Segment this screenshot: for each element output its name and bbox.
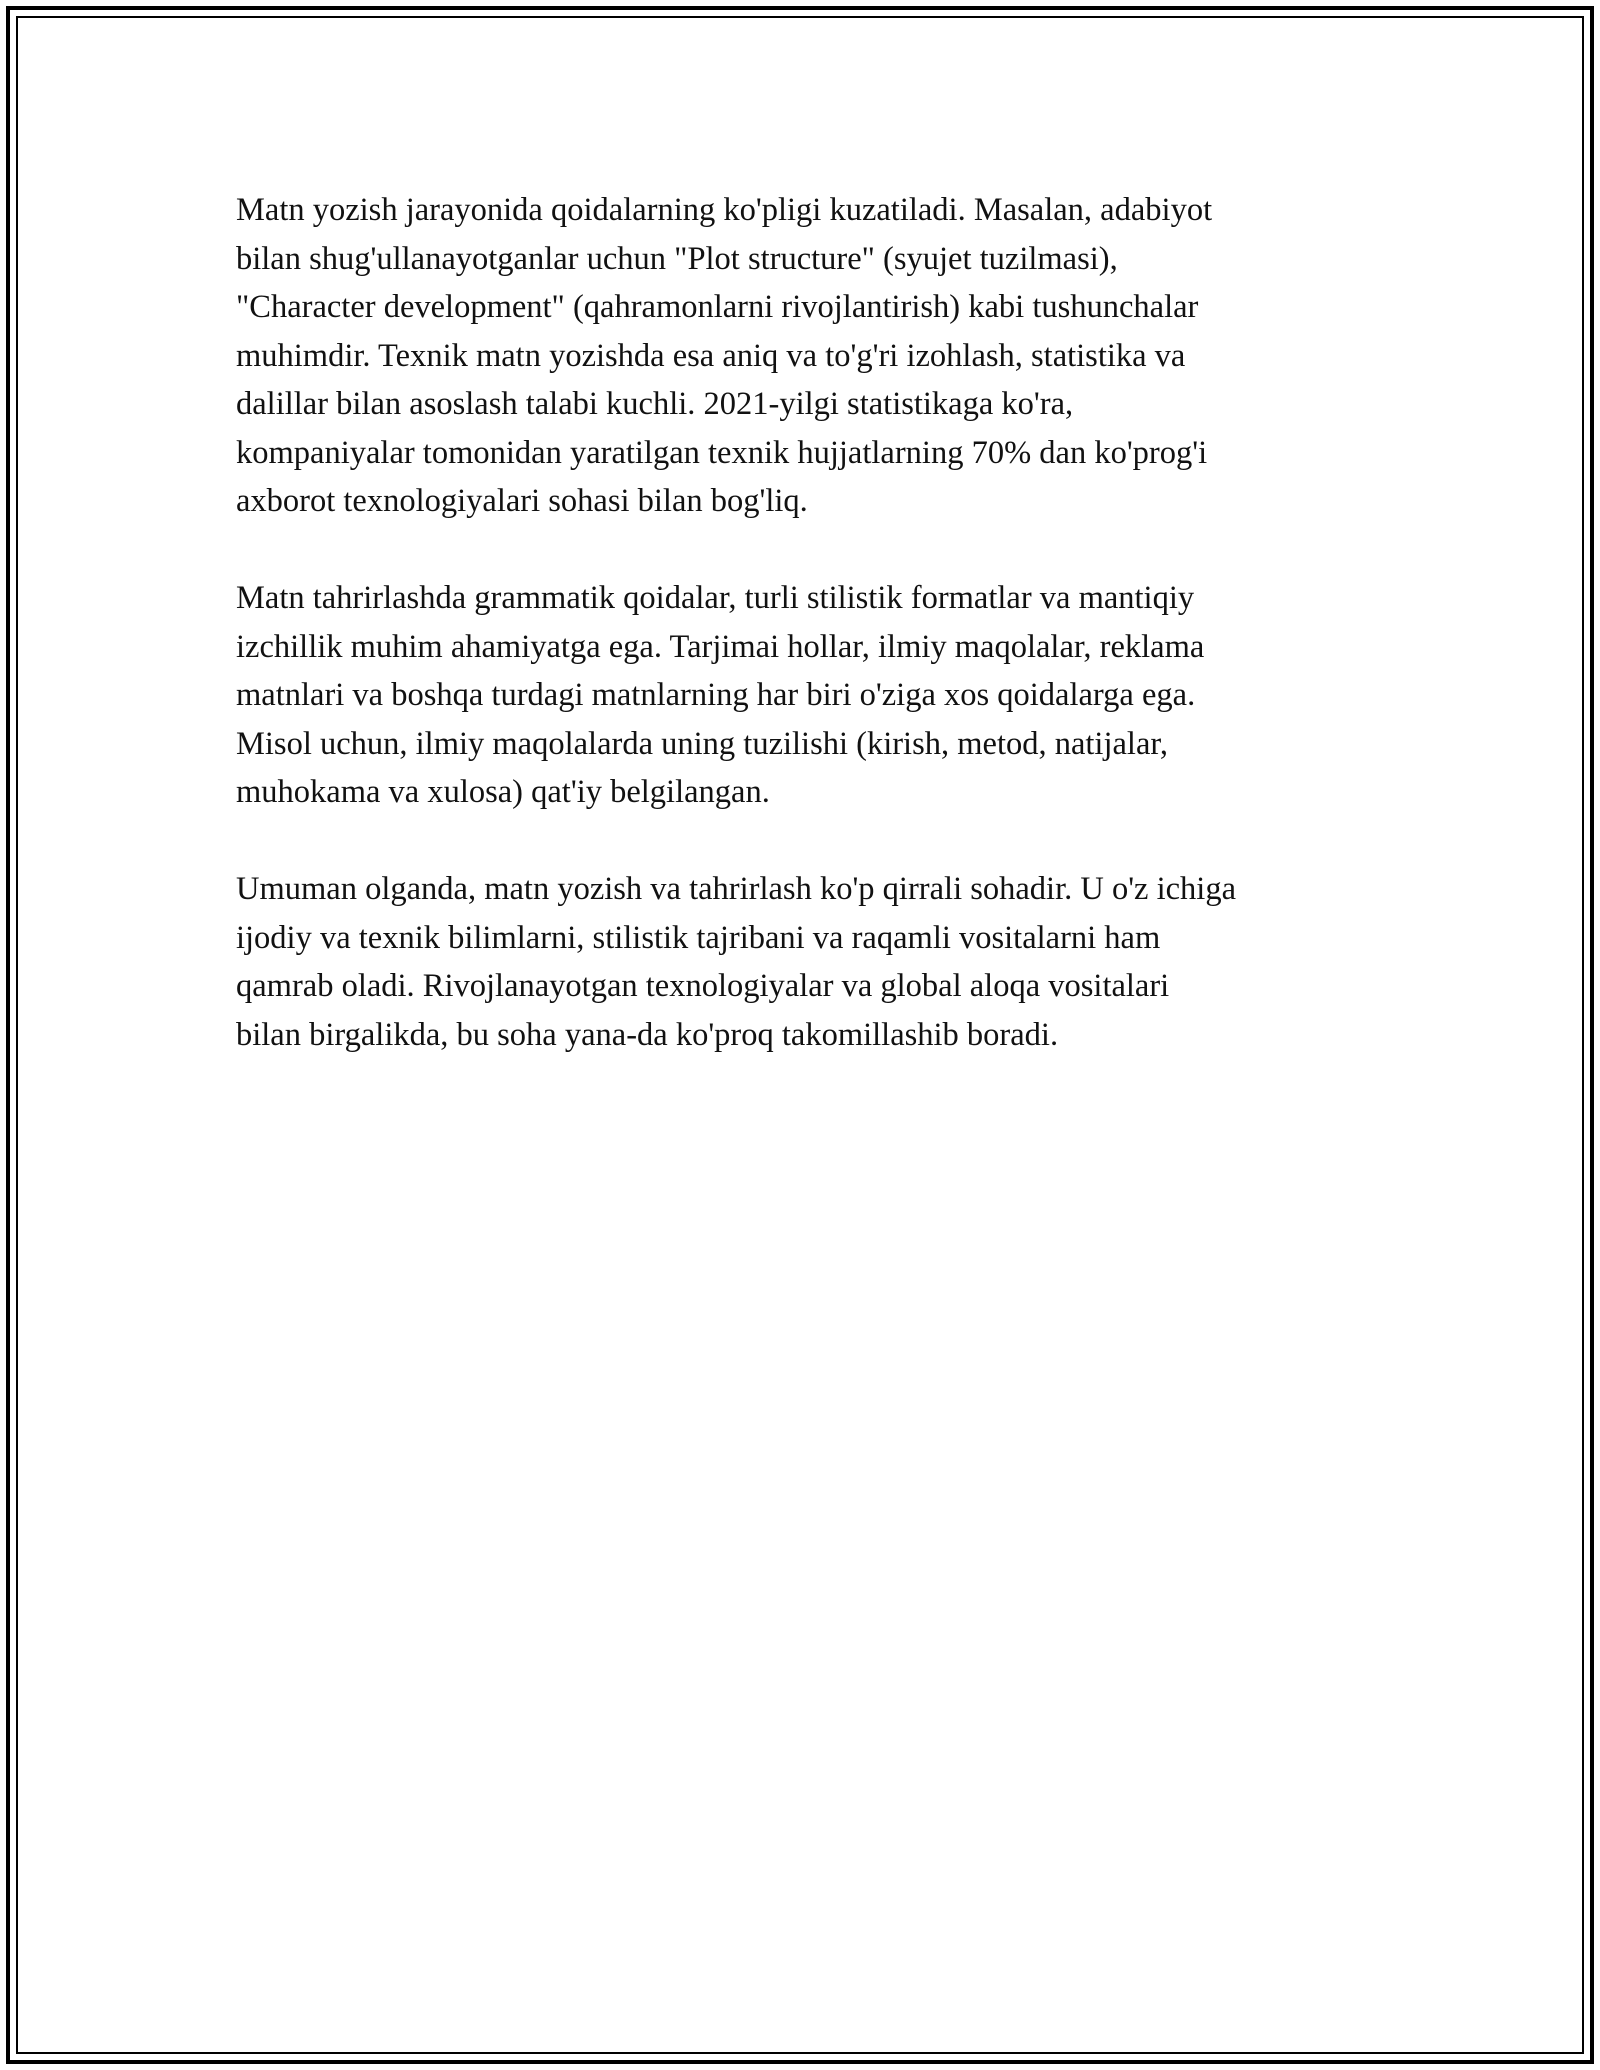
document-body: [236, 186, 1386, 1108]
text-line: izchillik muhim ahamiyatga ega. Tarjimai hollar, ilmiy maqolalar, reklama: [236, 628, 1205, 665]
text-line: axborot texnologiyalari sohasi bilan bog'liq.: [236, 483, 808, 519]
paragraph-3: [236, 865, 1386, 1059]
text-line: qamrab oladi. Rivojlanayotgan texnologiyalar va global aloqa vositalari: [236, 968, 1170, 1004]
paragraph-2: [236, 574, 1386, 817]
text-line: matnlari va boshqa turdagi matnlarning har biri o'ziga xos qoidalarga ega.: [236, 677, 1196, 713]
text-line: kompaniyalar tomonidan yaratilgan texnik hujjatlarning 70% dan ko'prog'i: [236, 434, 1208, 471]
text-line: Misol uchun, ilmiy maqolalarda uning tuzilishi (kirish, metod, natijalar,: [236, 725, 1169, 762]
text-line: muhokama va xulosa) qat'iy belgilangan.: [236, 774, 770, 810]
text-line: bilan birgalikda, bu soha yana-da ko'proq takomillashib boradi.: [236, 1016, 1059, 1053]
text-line: "Character development" (qahramonlarni rivojlantirish) kabi tushunchalar: [236, 289, 1199, 325]
text-line: Umuman olganda, matn yozish va tahrirlash ko'p qirrali sohadir. U o'z ichiga: [236, 871, 1237, 907]
text-line: Matn yozish jarayonida qoidalarning ko'pligi kuzatiladi. Masalan, adabiyot: [236, 192, 1213, 228]
text-line: ijodiy va texnik bilimlarni, stilistik tajribani va raqamli vositalarni ham: [236, 919, 1161, 956]
paragraph-1: [236, 186, 1386, 526]
text-line: muhimdir. Texnik matn yozishda esa aniq va to'g'ri izohlash, statistika va: [236, 337, 1186, 374]
text-line: dalillar bilan asoslash talabi kuchli. 2021-yilgi statistikaga ko'ra,: [236, 386, 1074, 422]
text-line: bilan shug'ullanayotganlar uchun "Plot structure" (syujet tuzilmasi),: [236, 240, 1118, 277]
text-line: Matn tahrirlashda grammatik qoidalar, turli stilistik formatlar va mantiqiy: [236, 580, 1195, 616]
